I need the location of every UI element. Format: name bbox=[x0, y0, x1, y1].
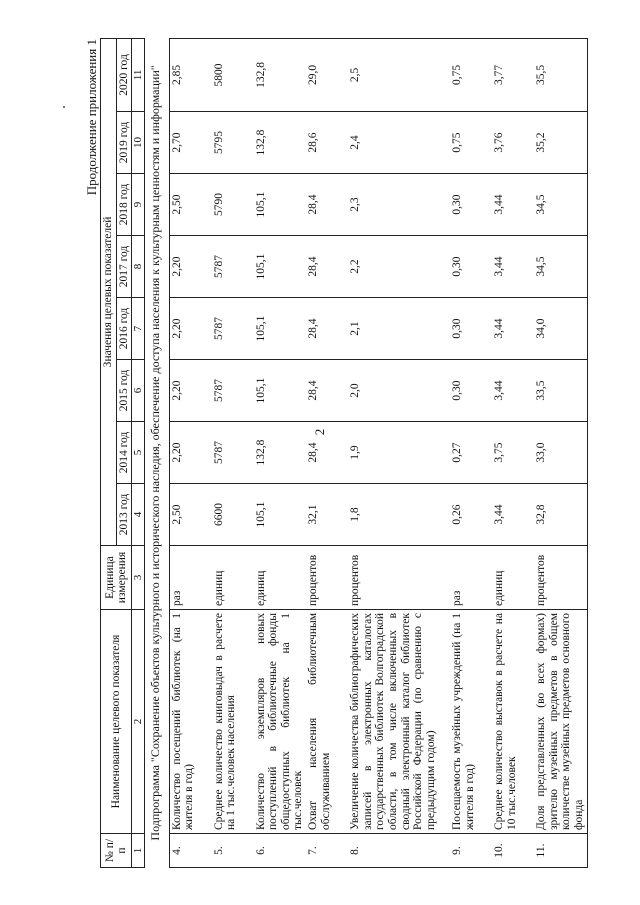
value-cell: 105,1 bbox=[254, 484, 307, 546]
value-cell: 105,1 bbox=[254, 236, 307, 298]
column-number: 2 bbox=[132, 610, 145, 834]
header-year: 2016 год bbox=[116, 298, 132, 360]
value-cell: 28,4 bbox=[306, 360, 348, 422]
indicator-name: Среднее количество книговыдач в расчете на 1 тыс.человек населения bbox=[212, 610, 254, 834]
header-unit: Единица измерения bbox=[101, 546, 132, 610]
value-cell: 2,3 bbox=[348, 174, 450, 236]
column-number: 6 bbox=[132, 360, 145, 422]
value-cell: 2,70 bbox=[169, 112, 212, 174]
indicator-name: Среднее количество выставок в расчете на 10 тыс.человек bbox=[492, 610, 534, 834]
value-cell: 32,8 bbox=[534, 484, 587, 546]
value-cell: 3,44 bbox=[492, 298, 534, 360]
unit-cell: единиц bbox=[212, 546, 254, 610]
unit-cell: процентов bbox=[534, 546, 587, 610]
table-row bbox=[348, 38, 450, 867]
table-row bbox=[254, 38, 307, 867]
value-cell: 0,26 bbox=[450, 484, 492, 546]
row-number: 7. bbox=[306, 834, 348, 868]
row-number: 4. bbox=[169, 834, 212, 868]
row-number: 8. bbox=[348, 834, 450, 868]
value-cell: 2,85 bbox=[169, 38, 212, 111]
value-cell: 3,76 bbox=[492, 112, 534, 174]
unit-cell: единиц bbox=[254, 546, 307, 610]
value-cell: 3,44 bbox=[492, 236, 534, 298]
value-cell: 0,30 bbox=[450, 360, 492, 422]
table-row bbox=[534, 38, 587, 867]
indicator-name: Доля представленных (во всех формах) зрителю музейных предметов в общем количестве музейных предметов основного фонда bbox=[534, 610, 587, 834]
value-cell: 0,75 bbox=[450, 38, 492, 111]
value-cell: 35,5 bbox=[534, 38, 587, 111]
value-cell: 3,77 bbox=[492, 38, 534, 111]
row-number: 6. bbox=[254, 834, 307, 868]
header-year: 2020 год bbox=[116, 38, 132, 111]
value-cell: 2,20 bbox=[169, 422, 212, 484]
value-cell: 0,75 bbox=[450, 112, 492, 174]
value-cell: 34,0 bbox=[534, 298, 587, 360]
header-year: 2013 год bbox=[116, 484, 132, 546]
indicator-name: Количество экземпляров новых поступлений в библиотечные фонды общедоступных библиотек на 1 тыс.человек bbox=[254, 610, 307, 834]
value-cell: 5787 bbox=[212, 360, 254, 422]
column-number: 7 bbox=[132, 298, 145, 360]
value-cell: 6600 bbox=[212, 484, 254, 546]
value-cell: 1,8 bbox=[348, 484, 450, 546]
value-cell: 5787 bbox=[212, 236, 254, 298]
value-cell: 34,5 bbox=[534, 174, 587, 236]
header-num: № п/п bbox=[101, 834, 132, 868]
value-cell: 28,4 bbox=[306, 422, 348, 484]
value-cell: 3,44 bbox=[492, 174, 534, 236]
value-cell: 2,2 bbox=[348, 236, 450, 298]
value-cell: 2,20 bbox=[169, 236, 212, 298]
value-cell: 3,44 bbox=[492, 484, 534, 546]
value-cell: 132,8 bbox=[254, 422, 307, 484]
value-cell: 2,4 bbox=[348, 112, 450, 174]
value-cell: 28,4 bbox=[306, 174, 348, 236]
value-cell: 0,30 bbox=[450, 236, 492, 298]
value-cell: 0,27 bbox=[450, 422, 492, 484]
table-row bbox=[169, 38, 212, 867]
value-cell: 132,8 bbox=[254, 112, 307, 174]
value-cell: 5795 bbox=[212, 112, 254, 174]
value-cell: 35,2 bbox=[534, 112, 587, 174]
subprogram-title: Подпрограмма "Сохранение объектов культурного и исторического наследия, обеспечение доступа населения к культурным ценностям и информации" bbox=[145, 38, 169, 867]
column-number: 4 bbox=[132, 484, 145, 546]
value-cell: 2,5 bbox=[348, 38, 450, 111]
target-indicators-table bbox=[100, 38, 588, 868]
table-row bbox=[306, 38, 348, 867]
header-values: Значения целевых показателей bbox=[101, 38, 117, 545]
column-number: 3 bbox=[132, 546, 145, 610]
value-cell: 132,8 bbox=[254, 38, 307, 111]
header-year: 2017 год bbox=[116, 236, 132, 298]
unit-cell: процентов bbox=[348, 546, 450, 610]
value-cell: 28,6 bbox=[306, 112, 348, 174]
column-number: 8 bbox=[132, 236, 145, 298]
row-number: 5. bbox=[212, 834, 254, 868]
column-number: 1 bbox=[132, 834, 145, 868]
table-row bbox=[212, 38, 254, 867]
table-row bbox=[450, 38, 492, 867]
value-cell: 33,5 bbox=[534, 360, 587, 422]
unit-cell: единиц bbox=[492, 546, 534, 610]
value-cell: 0,30 bbox=[450, 174, 492, 236]
landscape-sheet bbox=[84, 33, 624, 868]
row-number: 10. bbox=[492, 834, 534, 868]
value-cell: 0,30 bbox=[450, 298, 492, 360]
row-number: 9. bbox=[450, 834, 492, 868]
value-cell: 3,44 bbox=[492, 360, 534, 422]
value-cell: 5787 bbox=[212, 298, 254, 360]
column-numbers-row bbox=[132, 38, 145, 867]
value-cell: 5800 bbox=[212, 38, 254, 111]
value-cell: 2,20 bbox=[169, 298, 212, 360]
header-name: Наименование целевого показателя bbox=[101, 610, 132, 834]
value-cell: 105,1 bbox=[254, 298, 307, 360]
unit-cell: раз bbox=[450, 546, 492, 610]
value-cell: 2,20 bbox=[169, 360, 212, 422]
continuation-label: Продолжение приложения 1 bbox=[84, 39, 99, 196]
value-cell: 2,50 bbox=[169, 174, 212, 236]
value-cell: 34,5 bbox=[534, 236, 587, 298]
unit-cell: раз bbox=[169, 546, 212, 610]
header-year: 2014 год bbox=[116, 422, 132, 484]
value-cell: 105,1 bbox=[254, 360, 307, 422]
value-cell: 105,1 bbox=[254, 174, 307, 236]
header-year: 2019 год bbox=[116, 112, 132, 174]
value-cell: 33,0 bbox=[534, 422, 587, 484]
value-cell: 2,1 bbox=[348, 298, 450, 360]
value-cell: 29,0 bbox=[306, 38, 348, 111]
column-number: 5 bbox=[132, 422, 145, 484]
header-year: 2015 год bbox=[116, 360, 132, 422]
value-cell: 3,75 bbox=[492, 422, 534, 484]
indicator-name: Увеличение количества библиографических записей в электронных каталогах государственных библиотек Волгоградской области, в том числе включенных в сводный электронный каталог библиотек Российской Федерации (по сравнению с предыдущим годом) bbox=[348, 610, 450, 834]
value-cell: 5787 bbox=[212, 422, 254, 484]
value-cell: 28,4 bbox=[306, 298, 348, 360]
value-cell: 5790 bbox=[212, 174, 254, 236]
header-year: 2018 год bbox=[116, 174, 132, 236]
column-number: 10 bbox=[132, 112, 145, 174]
scan-speck bbox=[63, 106, 65, 108]
indicator-name: Охват населения библиотечным обслуживанием bbox=[306, 610, 348, 834]
value-cell: 2,0 bbox=[348, 360, 450, 422]
column-number: 9 bbox=[132, 174, 145, 236]
table-row bbox=[492, 38, 534, 867]
row-number: 11. bbox=[534, 834, 587, 868]
column-number: 11 bbox=[132, 38, 145, 111]
unit-cell: процентов bbox=[306, 546, 348, 610]
value-cell: 2,50 bbox=[169, 484, 212, 546]
page-number: 2 bbox=[312, 428, 327, 436]
indicator-name: Посещаемость музейных учреждений (на 1 жителя в год) bbox=[450, 610, 492, 834]
value-cell: 32,1 bbox=[306, 484, 348, 546]
value-cell: 28,4 bbox=[306, 236, 348, 298]
indicator-name: Количество посещений библиотек (на 1 жителя в год) bbox=[169, 610, 212, 834]
value-cell: 1,9 bbox=[348, 422, 450, 484]
